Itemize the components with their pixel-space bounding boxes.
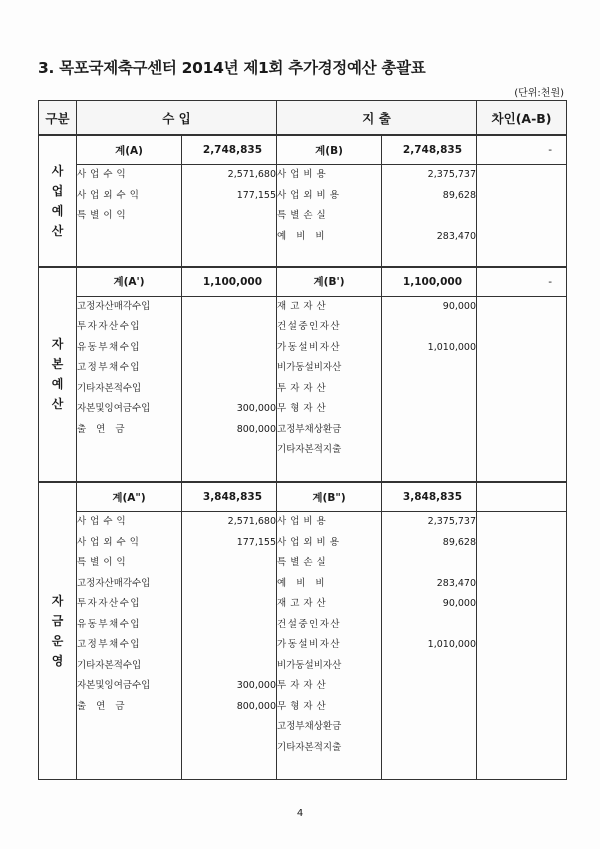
expenditure-item-values [382, 512, 477, 780]
item-label: 유동부채수입 [77, 618, 142, 630]
item-value [382, 697, 476, 718]
expenditure-total-label: 계(B) [277, 135, 382, 165]
diff-value: - [477, 135, 567, 165]
expenditure-total-label: 계(B') [277, 267, 382, 297]
item-value [382, 676, 476, 697]
revenue-item-values [182, 512, 277, 780]
item-label: 유동부채수입 [77, 341, 142, 353]
item-label: 예비비 [277, 577, 335, 589]
item-value: 283,470 [436, 230, 477, 242]
item-label: 고정부채상환금 [277, 721, 342, 732]
item-label: 출연금 [77, 423, 135, 435]
item-label: 특별이익 [77, 210, 130, 221]
item-label: 기타자본적수입 [77, 382, 142, 394]
item-value: 2,375,737 [427, 169, 477, 180]
item-label: 사업비용 [277, 516, 330, 527]
item-value [382, 440, 476, 461]
revenue-total-label: 계(A) [77, 135, 182, 165]
revenue-total-value: 3,848,835 [182, 482, 277, 512]
expenditure-item-labels [277, 165, 382, 267]
section-detail-row [39, 296, 567, 482]
item-value: 1,010,000 [427, 341, 477, 353]
item-value [382, 317, 476, 338]
item-label: 사업외수익 [77, 189, 143, 201]
item-value: 90,000 [442, 598, 477, 609]
expenditure-total-value: 1,100,000 [382, 267, 477, 297]
item-label: 기타자본적지출 [277, 444, 342, 455]
revenue-total-value: 1,100,000 [182, 267, 277, 297]
item-value [382, 379, 476, 400]
item-label: 가동설비자산 [277, 341, 342, 353]
diff-value [477, 482, 567, 512]
item-label: 무형자산 [277, 700, 330, 712]
item-value [182, 635, 276, 656]
item-label: 사업수익 [77, 516, 130, 527]
item-value [382, 738, 476, 759]
diff-value: - [477, 267, 567, 297]
diff-detail-cell [477, 165, 567, 267]
item-value: 800,000 [236, 700, 277, 712]
page-title: 3. 목포국제축구센터 2014년 제1회 추가경정예산 총괄표 [38, 59, 426, 77]
item-value [182, 338, 276, 359]
item-label: 사업수익 [77, 169, 130, 180]
item-label: 무형자산 [277, 403, 330, 414]
item-label: 자본및잉여금수입 [77, 403, 151, 414]
item-label: 사업외비용 [277, 536, 343, 548]
item-label: 예비비 [277, 230, 335, 242]
item-label: 자본및잉여금수입 [77, 680, 151, 691]
item-value [182, 615, 276, 636]
item-value [182, 206, 276, 227]
item-value: 2,375,737 [427, 516, 477, 527]
item-label: 투자자산 [277, 680, 330, 691]
item-label: 투자자산수입 [77, 321, 142, 332]
header-expenditure: 지 출 [277, 101, 477, 136]
item-label: 건설중인자산 [277, 618, 342, 630]
item-value [182, 574, 276, 595]
item-value: 283,470 [436, 577, 477, 589]
section-total-row [39, 267, 567, 297]
item-label: 사업외비용 [277, 189, 343, 201]
item-label: 고정부채수입 [77, 362, 142, 373]
item-label: 투자자산수입 [77, 598, 142, 609]
section-category [39, 267, 77, 483]
expenditure-total-label: 계(B") [277, 482, 382, 512]
revenue-total-label: 계(A") [77, 482, 182, 512]
item-value [382, 553, 476, 574]
expenditure-item-labels [277, 296, 382, 482]
item-value [382, 399, 476, 420]
item-label: 가동설비자산 [277, 639, 342, 650]
section-category-label: 사 업 예 산 [51, 163, 64, 238]
item-label: 건설중인자산 [277, 321, 342, 332]
unit-label: (단위:천원) [514, 88, 564, 99]
item-label: 고정부채수입 [77, 639, 142, 650]
item-value: 2,571,680 [227, 169, 277, 180]
item-value: 177,155 [236, 189, 277, 201]
item-value [182, 358, 276, 379]
header-row [39, 101, 567, 136]
item-value: 1,010,000 [427, 639, 477, 650]
item-value [382, 358, 476, 379]
item-value: 89,628 [442, 189, 477, 201]
section-category [39, 482, 77, 780]
section-category [39, 135, 77, 267]
item-label: 기타자본적수입 [77, 659, 142, 671]
item-value: 300,000 [236, 680, 277, 691]
item-label: 출연금 [77, 700, 135, 712]
item-value [382, 615, 476, 636]
item-value [182, 594, 276, 615]
item-label: 투자자산 [277, 382, 330, 394]
item-value [182, 297, 276, 318]
item-value [382, 717, 476, 738]
revenue-item-labels [77, 296, 182, 482]
expenditure-item-values [382, 165, 477, 267]
header-revenue: 수 입 [77, 101, 277, 136]
revenue-item-labels [77, 512, 182, 780]
item-value: 2,571,680 [227, 516, 277, 527]
section-detail-row [39, 512, 567, 780]
item-value: 800,000 [236, 423, 277, 435]
item-value [382, 206, 476, 227]
item-label: 특별이익 [77, 557, 130, 568]
item-label: 고정자산매각수입 [77, 577, 151, 589]
section-category-label: 자 본 예 산 [51, 337, 64, 412]
item-value: 90,000 [442, 300, 477, 312]
expenditure-item-labels [277, 512, 382, 780]
expenditure-total-value: 3,848,835 [382, 482, 477, 512]
expenditure-total-value: 2,748,835 [382, 135, 477, 165]
item-value [182, 553, 276, 574]
diff-detail-cell [477, 512, 567, 780]
item-value [382, 656, 476, 677]
item-value: 300,000 [236, 403, 277, 414]
item-label: 비가동설비자산 [277, 659, 342, 671]
header-diff: 차인(A-B) [477, 101, 567, 136]
section-category-label: 자 금 운 영 [51, 594, 64, 668]
item-value [382, 420, 476, 441]
item-label: 특별손실 [277, 557, 330, 568]
item-label: 재고자산 [277, 300, 330, 312]
revenue-total-value: 2,748,835 [182, 135, 277, 165]
budget-summary-table [38, 100, 567, 780]
item-label: 고정부채상환금 [277, 423, 342, 435]
page-number: 4 [296, 808, 304, 819]
section-detail-row [39, 165, 567, 267]
section-total-row [39, 135, 567, 165]
item-label: 고정자산매각수입 [77, 300, 151, 312]
header-category: 구분 [39, 101, 77, 136]
item-label: 사업비용 [277, 169, 330, 180]
item-value [182, 317, 276, 338]
revenue-item-values [182, 296, 277, 482]
item-label: 기타자본적지출 [277, 741, 342, 753]
item-value: 177,155 [236, 536, 277, 548]
item-label: 사업외수익 [77, 536, 143, 548]
item-label: 비가동설비자산 [277, 362, 342, 373]
revenue-item-labels [77, 165, 182, 267]
item-value [182, 379, 276, 400]
revenue-total-label: 계(A') [77, 267, 182, 297]
item-label: 특별손실 [277, 210, 330, 221]
expenditure-item-values [382, 296, 477, 482]
item-label: 재고자산 [277, 598, 330, 609]
diff-detail-cell [477, 296, 567, 482]
item-value [182, 656, 276, 677]
section-total-row [39, 482, 567, 512]
revenue-item-values [182, 165, 277, 267]
item-value: 89,628 [442, 536, 477, 548]
